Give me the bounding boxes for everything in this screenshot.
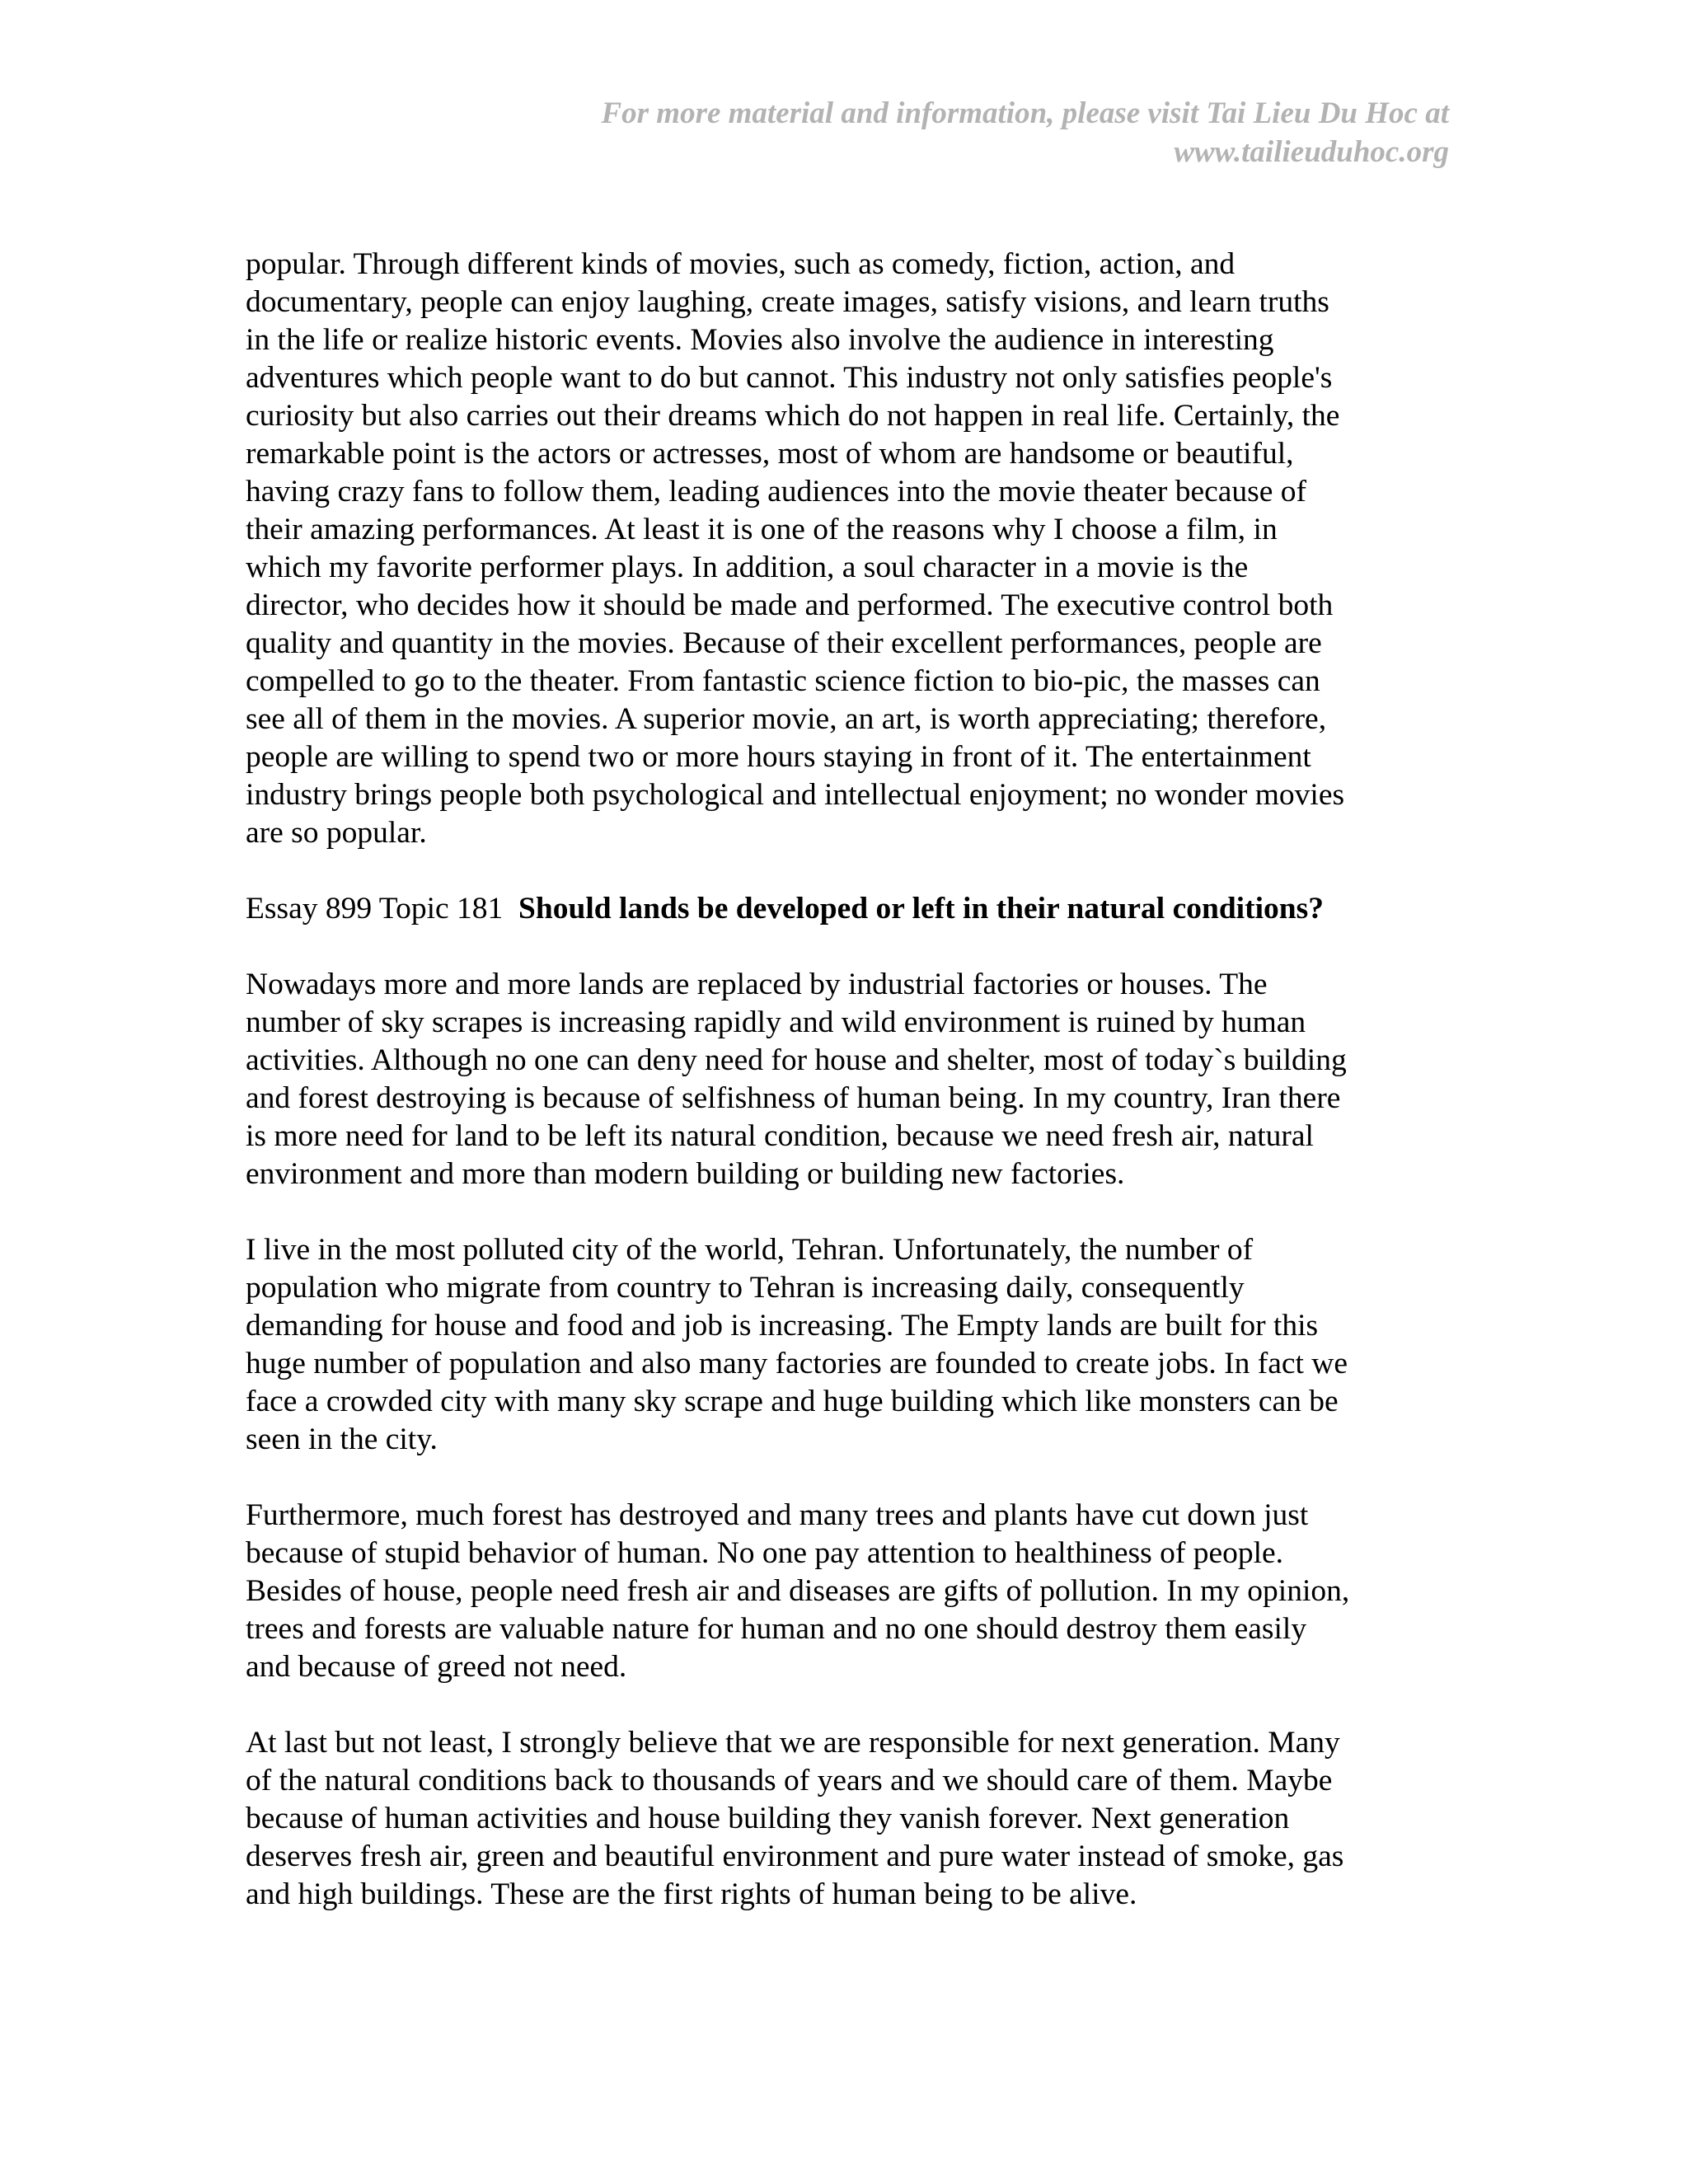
text-line: Furthermore, much forest has destroyed and many trees and plants have cut down just	[246, 1498, 1309, 1532]
text-line: in the life or realize historic events. Movies also involve the audience in interesting	[246, 323, 1274, 357]
text-line: and forest destroying is because of selfishness of human being. In my country, Iran there	[246, 1081, 1341, 1115]
text-line: curiosity but also carries out their dreams which do not happen in real life. Certainly, the	[246, 399, 1340, 433]
text-line: see all of them in the movies. A superior movie, an art, is worth appreciating; therefore,	[246, 702, 1327, 736]
text-line: documentary, people can enjoy laughing, create images, satisfy visions, and learn truths	[246, 285, 1329, 319]
header-url: www.tailieuduhoc.org	[1174, 135, 1449, 169]
text-line: because of stupid behavior of human. No one pay attention to healthiness of people.	[246, 1536, 1284, 1570]
text-line: demanding for house and food and job is increasing. The Empty lands are built for this	[246, 1309, 1319, 1343]
text-line: quality and quantity in the movies. Because of their excellent performances, people are	[246, 626, 1322, 660]
text-line: activities. Although no one can deny need for house and shelter, most of today`s building	[246, 1043, 1347, 1077]
text-line: population who migrate from country to Tehran is increasing daily, consequently	[246, 1271, 1245, 1305]
text-line: seen in the city.	[246, 1422, 438, 1456]
text-line: Nowadays more and more lands are replaced by industrial factories or houses. The	[246, 968, 1268, 1001]
paragraph-conclusion	[246, 1724, 1449, 1914]
text-line: which my favorite performer plays. In addition, a soul character in a movie is the	[246, 551, 1249, 584]
text-line: trees and forests are valuable nature for human and no one should destroy them easily	[246, 1612, 1307, 1646]
text-line: director, who decides how it should be made and performed. The executive control both	[246, 588, 1334, 622]
page-header	[213, 94, 1449, 171]
essay-label: Essay 899 Topic 181	[246, 892, 504, 926]
text-line: industry brings people both psychological and intellectual enjoyment; no wonder movies	[246, 778, 1345, 812]
document-body	[246, 246, 1449, 1952]
text-line: their amazing performances. At least it is one of the reasons why I choose a film, in	[246, 513, 1278, 546]
paragraph-movies	[246, 246, 1449, 852]
paragraph-tehran	[246, 1231, 1449, 1459]
text-line: popular. Through different kinds of movies, such as comedy, fiction, action, and	[246, 247, 1236, 281]
text-line: number of sky scrapes is increasing rapidly and wild environment is ruined by human	[246, 1005, 1306, 1039]
text-line: is more need for land to be left its natural condition, because we need fresh air, natural	[246, 1119, 1314, 1153]
text-line: compelled to go to the theater. From fantastic science fiction to bio-pic, the masses can	[246, 664, 1320, 698]
text-line: face a crowded city with many sky scrape and huge building which like monsters can be	[246, 1385, 1339, 1418]
text-line: adventures which people want to do but cannot. This industry not only satisfies people's	[246, 361, 1333, 395]
essay-title: Should lands be developed or left in their natural conditions?	[518, 892, 1324, 926]
text-line: remarkable point is the actors or actresses, most of whom are handsome or beautiful,	[246, 437, 1294, 471]
text-line: At last but not least, I strongly believe that we are responsible for next generation. Many	[246, 1726, 1340, 1760]
text-line: because of human activities and house building they vanish forever. Next generation	[246, 1802, 1290, 1835]
text-line: and high buildings. These are the first rights of human being to be alive.	[246, 1877, 1137, 1911]
paragraph-forests	[246, 1497, 1449, 1686]
text-line: Besides of house, people need fresh air and diseases are gifts of pollution. In my opinion,	[246, 1574, 1350, 1608]
text-line: huge number of population and also many factories are founded to create jobs. In fact we	[246, 1347, 1348, 1380]
essay-heading	[246, 890, 1449, 928]
paragraph-intro	[246, 966, 1449, 1193]
header-line-1: For more material and information, please visit Tai Lieu Du Hoc at	[601, 96, 1449, 130]
text-line: I live in the most polluted city of the world, Tehran. Unfortunately, the number of	[246, 1233, 1254, 1267]
text-line: are so popular.	[246, 816, 427, 850]
text-line: people are willing to spend two or more hours staying in front of it. The entertainment	[246, 740, 1311, 774]
text-line: having crazy fans to follow them, leading audiences into the movie theater because of	[246, 475, 1307, 509]
text-line: of the natural conditions back to thousands of years and we should care of them. Maybe	[246, 1764, 1333, 1797]
text-line: environment and more than modern building or building new factories.	[246, 1157, 1125, 1191]
text-line: and because of greed not need.	[246, 1650, 627, 1684]
text-line: deserves fresh air, green and beautiful environment and pure water instead of smoke, gas	[246, 1840, 1344, 1873]
